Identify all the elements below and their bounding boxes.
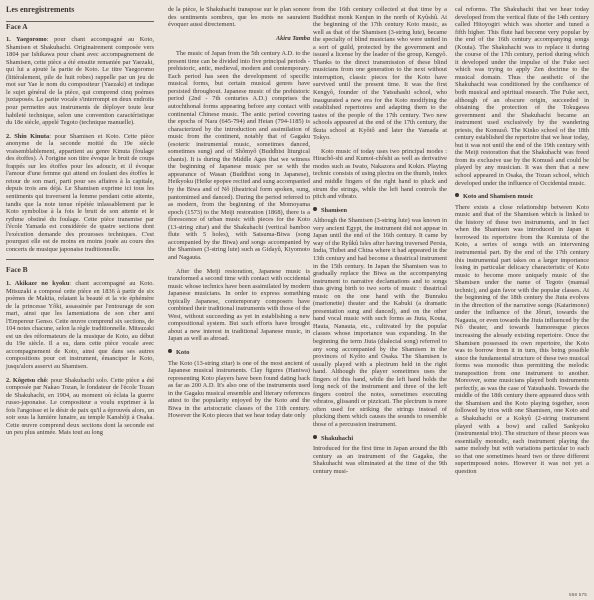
title-rule [6, 21, 154, 22]
shamisen-heading-label: Shamisen [321, 206, 348, 214]
koto-heading [168, 349, 310, 357]
face-a-heading: Face A [6, 21, 28, 31]
koto-history-paragraph: from the 16th century collected at that time by a Buddhist monk Kenjun in the north of Kyûshû. At the beginning of the 17th century Koto music, as well as that of the Shamisen (3-string lute), became the specialty of blind musicians who were united in a sort of guild, protected by the government and issued a license by the leader of the group, Kengyô. Thanks to the direct transmission of these blind musicians from one generation to the next without interruption, classic pieces for the Koto have survived until the present time. It was the first Kengyô, founder of the Yatsuhashi school, who inaugurated a new era for the Koto modifying the established repertoires and adapting them to the tastes of the people of the 17th century. Two new schools appeared at the end of the 17th century, the Ikuta school at Kyôtô and later the Yamada at Tokyo. [313, 6, 447, 142]
koto-heading-label: Koto [176, 348, 190, 356]
track-a2-text: : pour Shamisen et Koto. Cette pièce anonyme de la seconde moitié du 19e siècle vraisemblablement, appartient au genre Kinuta (foulage des étoffes). À l'origine son titre évoque le bruit de coups frappés sur les étoffes pour les adoucir, et il évoque l'amour d'une femme qui attend en foulant des étoffes le retour de son mari, parti pour ses affaires à la capitale, depuis trois ans déjà. Le Shamisen exprime ici tous les sentiments qui traversent la femme pendant cette attente, tandis que la note tenue répétée inlassablement par le Koto symbolise à la fois le bruit de son attente et le rythme obstiné du foulage. Cette pièce transmise par l'école Yamada est considérée de quatre sections dont l'exécution demande des prouesses techniques. C'est pourquoi elle est de moins en moins jouée au cours des concerts de musique japonaise traditionnelle. [6, 132, 154, 253]
section-divider [6, 259, 154, 260]
author-credit: Akira Tamba [275, 34, 310, 42]
shakuhachi-heading-label: Shakuhachi [321, 434, 354, 442]
intro-paragraph: The music of Japan from the 5th century A.D. to the present time can be divided into five principal periods - prehistoric, antic, medieval, modern and contemporary. Each period has seen the development of specific musical forms, but certain musical genres have persisted throughout. Japanese music of the prehistoric period (2nd - 7th centuries A.D.) comprises the autochthonal forms appearing before any contact with continental Chinese music. The antic period covering the epochs of Nara (645-794) and Heian (794-1185) is characterized by the introduction and assimilation of music from the continent, notably that of Gagaku (esoteric instrumental music, sometimes danced, sometimes sung) and of Shômyô (Buddhist liturgical chants). It is during the Middle Ages that we witness the beginning of Japanese music per se with the appearance of Wasan (Buddhist song in Japanese), Heikyoku (Heike epopee recited and sung accompanied by the Biwa and of Nô (theatrical form spoken, sung, pantomimed and danced). During the period referred to as modern, from the beginning of the Momoyama epoch (1573) to the Meiji restoration (1868), there is a florescence of urban music with pieces for the Koto (13-string zitar) and the Shakuhachi (vertical bamboo flute with 5 holes), with Satsuma-Biwa (song accompanied by the Biwa) and songs accompanied by the Shamisen (3-string lute) such as Gidayû, Kiyomoto and Nagauta. [168, 50, 310, 261]
track-a1 [6, 36, 154, 127]
track-b1-text: : chant accompagné au Koto. Mitsuzaki a composé cette pièce en 1836 à partir de six poèmes de Makita, relatant la beauté et la vie éphémère de la princesse Yôki, assassinée par l'entourage de son mari, ainsi que les lamentations de son cher ami l'Empereur Genso. Cette œuvre comprend six sections, de 104 notes chacune, selon la règle traditionnelle. Mitsuzaki est un des réformateurs de la musique de Koto, au début du 19e siècle. Il a su, dans cette pièce vocale avec accompagnement de Koto, ainsi que dans ses autres compositions pour cet instrument, émanciper le Koto, jusqu'alors asservi au Shamisen. [6, 279, 155, 370]
bullet-icon [313, 435, 317, 439]
koto-modes-paragraph: Koto music of today uses two principal modes : Hirachô-shi and Kumoi-chôshi as well as derivative modes such as Iwato, Nakazora and Kokin. Playing technic consists of using plectra on the thumb, index and middle fingers of the right hand to pluck and strum the strings, while the left hand controls the pitch and vibrato. [313, 147, 447, 201]
catalog-number: 558 575 [568, 592, 587, 597]
track-b2-text: : pour Shakuhachi solo. Cette pièce a été composée par Nakao Tozan, le fondateur de l'école Tozan de Shakuhachi, en 1904, au moment où éclata la guerre russo-japonaise. Le compositeur a voulu exprimer à la fois l'angoisse et le désir de paix qu'il a éprouvés alors, un soir sous la lumière lunaire, au temple Kanshôji à Osaka. Cette œuvre comprend deux sections dont la seconde est un peu plus animée. Mais tout au long [6, 376, 154, 437]
track-b1-title: 1. Akikaze no kyoku [6, 279, 70, 287]
bullet-icon [168, 349, 172, 353]
french-closing-paragraph: de la pièce, le Shakuhachi transpose sur le plan sonore des sentiments sombres, que les mots ne sauraient évoquer aussi directement. [168, 6, 310, 29]
shakuhachi-paragraph: Introduced for the first time in Japan around the 8th century as an instrument of the Gagaku, the Shakuhachi was eliminated at the time of the 9th century musi- [313, 445, 447, 475]
shamisen-paragraph: Although the Shamisen (3-string lute) was known in very ancient Egypt, the instrument did not appear in Japan until the end of the 16th century. It came by way of the Ryûkû Isles after having traversed Persia, India, Thibet and China where it had appeared in the 13th century and had become a theatrical instrument in the 15th century. In Japan the Shamisen was to gradually replace the Biwa as the accompanying instrument to narrative declamations and to songs thus giving birth to two sorts of music : theatrical music on the one hand with the Bunraku (marionette) theater and the Kabuki (a dramatic presentation sung and danced), and on the other hand vocal music with such forms as Jiuta, Kouta, Hauta, Nanauta, etc., cultivated by the popular classes whose importance was expanding. In the beginning the term Jiuta (dialectal song) referred to any song accompanied by the Shamisen in the provinces of Kyôto and Osaka. The Shamisen is usually played with a plectrum held in the right hand. Although the player sometimes uses the fingers of this hand, while the left hand holds the long neck of the instrument and three of the left fingers control the notes, sometimes executing vibratos, glissandi or pizzicati. The plectrum is more often used for striking the strings instead of plucking them which causes the sounds to resemble those of a percussion instrument. [313, 217, 447, 428]
track-a1-text: : pour chant accompagné au Koto, Shamisen et Shakuhachi. Originairement composée vers 1804 par Ishikawa pour chant avec accompagnement de Shamisen, cette pièce a été ensuite remaniée par Yaezaki, qui lui a ajouté la partie de Koto. Le titre Yaegoromo (littéralement, pile de huit robes) rappelle par un jeu de mot sur Yae le nom du compositeur (Yaezaki) et indique le sujet général de la pièce, qui comprend cinq poèmes juxtaposés. La partie vocale s'interrompt en deux endroits pour permettre aux instruments de déployer toute leur habileté technique, selon une convention caractéristique du 18e siècle, appelé Tegoto (technique manuelle). [6, 36, 154, 127]
bullet-icon [455, 193, 459, 197]
column-1 [6, 6, 154, 443]
page-title: Les enregistrements [6, 5, 75, 14]
track-a1-title: 1. Yaegoromo [6, 36, 47, 44]
column-2 [168, 6, 310, 426]
column-4 [455, 6, 589, 481]
bullet-icon [313, 207, 317, 211]
track-b2 [6, 377, 154, 437]
face-b-heading: Face B [6, 265, 28, 275]
column-3 [313, 6, 447, 481]
koto-shamisen-heading-label: Koto and Shamisen music [463, 193, 534, 201]
shamisen-heading [313, 207, 447, 215]
track-a2 [6, 133, 154, 254]
track-a2-title: 2. Shin Kinuta [6, 132, 50, 140]
koto-shamisen-heading [455, 193, 589, 201]
track-b2-title: 2. Kôgetsu chô [6, 376, 47, 384]
track-b1 [6, 280, 154, 371]
koto-paragraph: The Koto (13-string zitar) is one of the most ancient of Japanese musical instruments. Clay figures (Haniwa) representing Koto players have been found dating back as far as 200 A.D. It's also one of the instruments used in the Gagaku musical ensemble and literary references attest to the popularity enjoyed by the Koto and the Biwa in the aristocratic classes of the 11th century. However the Koto pieces that we hear today date only [168, 359, 310, 420]
meiji-paragraph: After the Meiji restoration, Japanese music is transformed a second time with contact with occidental music whose technics have been assimilated by modern Japanese musicians. In order to express something typically Japanese, contemporary composers have combined their traditional instruments with those of the West, without succeeding as yet in establishing a new compositional system. But such efforts have brought about a new interest in traditional Japanese music, in Japan as well as abroad. [168, 267, 310, 343]
shakuhachi-heading [313, 435, 447, 443]
shakuhachi-history-paragraph: cal reforms. The Shakuhachi that we hear today developed from the vertical flute of the 14th century called Hitoyogiri which was shorter and tuned a fifth higher. This flute had become very popular by the end of the 16th century accompanying songs (Kouta). The Shakuhachi was to replace it during the course of the 17th century, period during which it developed under the impulse of the Fuke sect which was trying to apply Zen doctrine to the musical domain. Thus the aesthetic of the Shakuhachi was conditioned by the confluence of both musical and spiritual research. The Fuke sect, although of an obscure origin, succeeded in obtaining the protection of the Tokugawa government and the Shakuhachi became an instrument used exclusively by the wandering priests, the Komusô. The Kinko school of the 18th century established the repertoire that we hear today, but it was not until the end of the 19th century with the Meiji restoration that the Shakuhachi was freed from its exclusive use by the Komusô and could be played by any musician. It was then that a new school appeared in Osaka, the Tozan school, which developed under the influence of Occidental music. [455, 6, 589, 187]
koto-shamisen-paragraph: There exists a close relationship between Koto music and that of the Shamisen which is linked to the history of these two instruments, and in fact when the Shamisen was introduced in Japan it borrowed its repertoire from the Kumiuta of the Koto, a series of songs with an intervening instrumental part. By the end of the 17th century this instrumental part takes on a larger importance losing in particular delicacy characteristic of Koto music to become more uniquely music of the Shamisen under the name of Tegoto (manual technic), and gain favor with the popular classes. At the beginning of the 18th century the Jiuta evolves in the direction of the narrative songs (Katarimono) under the influence of the Jôruri, towards the Nagauta, or even towards the Jiuta influenced by the Nô theater, and towards humoresque pieces increasing the already existing repertoire. Once the Shamisen possessed its own repertoire, the Koto was to borrow from it in turn, this being possible since the fundamental structure of these two musical forms was monodic thus permitting the melodic transposition from one instrument to another. Moreover, some musicians played both instruments perfectly, as was the case of Yatsuhashi. Towards the middle of the 18th century there appeared duos with the Shamisen and the Koto playing together, soon followed by trios with one Shamisen, one Koto and a Shakuhachi or a Kokyû (2-string instrument played with a bow) and called Sankyoku (instrumental trio). The structure of these pieces was essentially monodic, each instrument playing the same melody but with variations particular to each so that one sometimes heard two or three different superimposed notes. However it was not yet a question [455, 203, 589, 475]
